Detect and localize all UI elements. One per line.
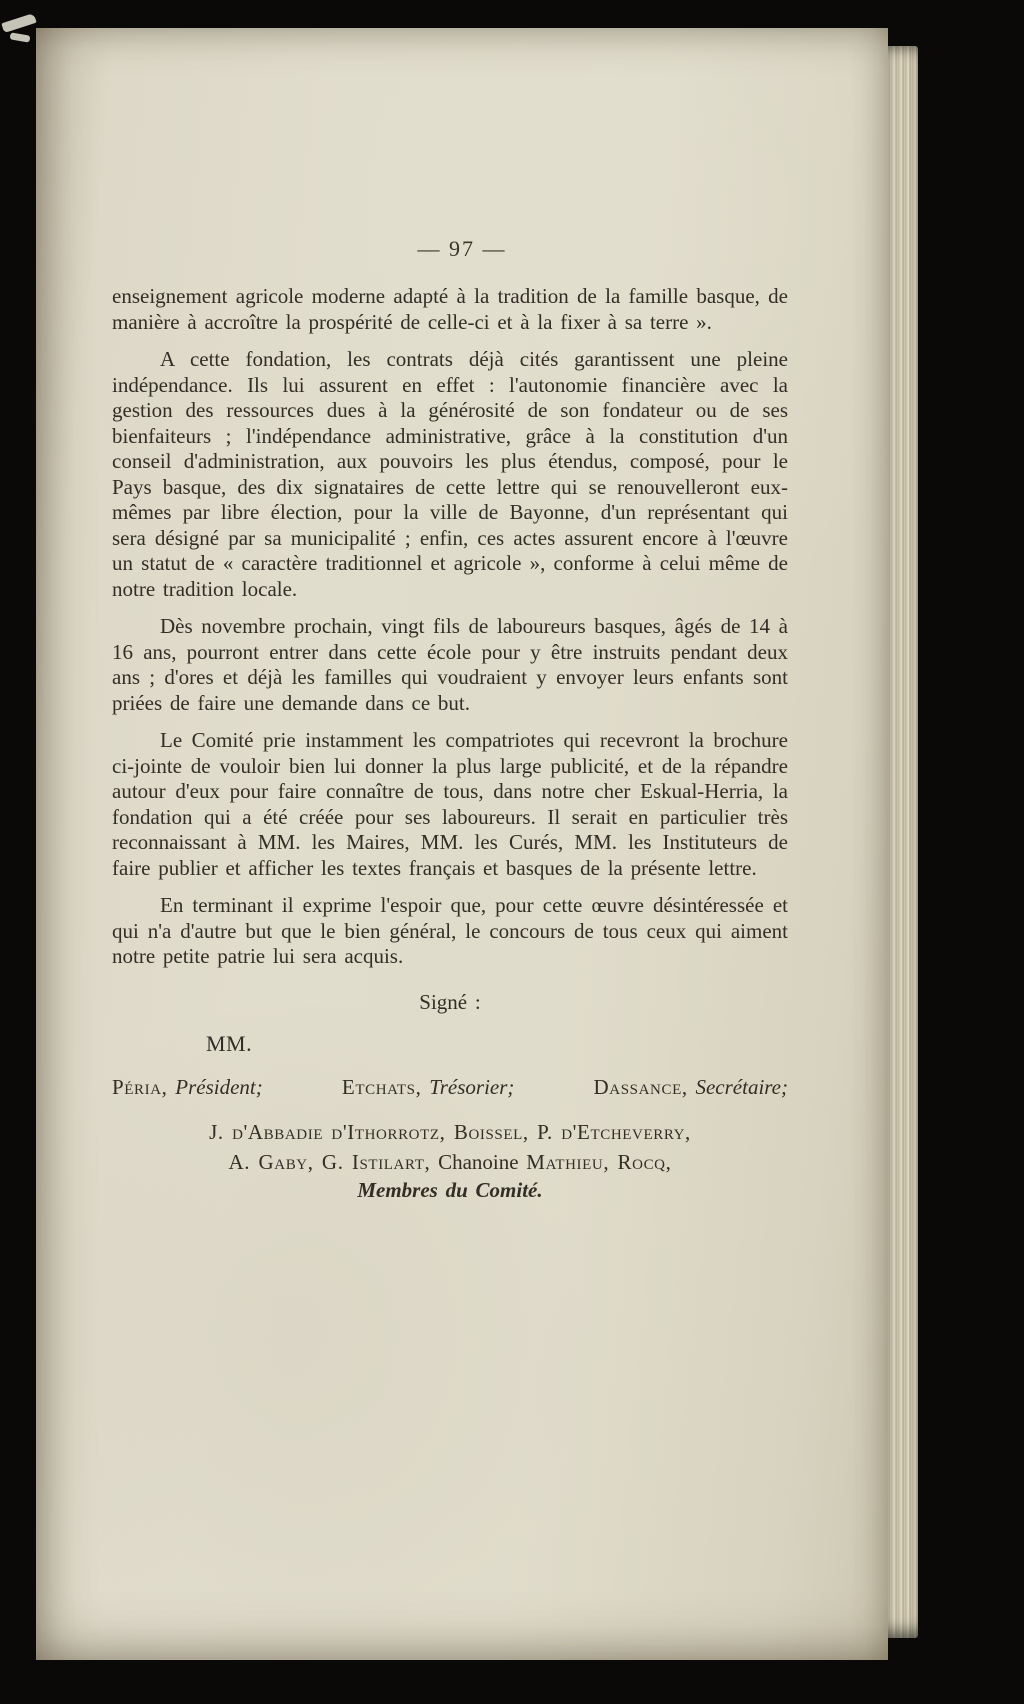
paragraph-2: A cette fondation, les contrats déjà cités garantissent une pleine indépendance. Ils lui assurent en effet : l'autonomie financière avec la gestion des ressources dues à la générosité de son fondateur ou de ses bienfaiteurs ; l'indépendance administrative, grâce à la constitution d'un conseil d'administration, aux pouvoirs les plus étendus, composé, pour le Pays basque, des dix signataires de cette lettre qui se renouvelleront eux-mêmes par libre élection, pour la ville de Bayonne, d'un représentant qui sera désigné par sa municipalité ; enfin, ces actes assurent encore à l'œuvre un statut de « caractère traditionnel et agricole », conforme à celui même de notre tradition locale. xyxy=(112,347,788,601)
officer-dassance xyxy=(594,1075,788,1101)
members-honorific: Chanoine xyxy=(438,1149,519,1174)
officer-role: Trésorier; xyxy=(429,1074,515,1099)
torn-paper-edge xyxy=(1,13,36,33)
paragraph-4: Le Comité prie instamment les compatriotes qui recevront la brochure ci-jointe de vouloir bien lui donner la plus large publicité, et de la répandre autour d'eux pour faire connaître de tous, dans notre cher Eskual-Herria, la fondation qui a été créée pour ses laboureurs. Il serait en particulier très reconnaissant à MM. les Maires, MM. les Curés, MM. les Instituteurs de faire publier et afficher les textes français et basques de la présente lettre. xyxy=(112,728,788,880)
page-stack-edges xyxy=(886,46,918,1638)
officers-line xyxy=(112,1075,788,1101)
paragraph-3: Dès novembre prochain, vingt fils de laboureurs basques, âgés de 14 à 16 ans, pourront entrer dans cette école pour y être instruits pendant deux ans ; d'ores et déjà les familles qui voudraient y envoyer leurs enfants sont priées de faire une demande dans ce but. xyxy=(112,614,788,715)
page-number: — 97 — xyxy=(417,236,507,261)
officer-name: Etchats, xyxy=(341,1074,422,1099)
paragraph-1: enseignement agricole moderne adapté à la tradition de la famille basque, de manière à accroître la prospérité de celle-ci et à la fixer à sa terre ». xyxy=(112,284,788,334)
text-block xyxy=(112,284,788,1204)
officer-name: Péria, xyxy=(112,1074,168,1099)
officer-name: Dassance, xyxy=(593,1074,688,1099)
torn-paper-edge xyxy=(10,32,31,42)
mm-label: MM. xyxy=(206,1031,253,1056)
paragraph-5: En terminant il exprime l'espoir que, pour cette œuvre désintéressée et qui n'a d'autre but que le bien général, le concours de tous ceux qui aiment notre petite patrie lui sera acquis. xyxy=(112,893,788,968)
members-line-1: J. d'Abbadie d'Ithorrotz, Boissel, P. d'Etcheverry, xyxy=(209,1120,691,1144)
members-names: Mathieu, Rocq, xyxy=(526,1149,672,1174)
members-line-2 xyxy=(112,1150,788,1176)
members-names: A. Gaby, G. Istilart, xyxy=(228,1149,431,1174)
signed-label: Signé : xyxy=(419,989,481,1014)
officer-role: Président; xyxy=(175,1074,263,1099)
book-page xyxy=(36,28,888,1660)
members-title: Membres du Comité. xyxy=(357,1178,543,1202)
officer-etchats xyxy=(342,1075,515,1101)
officer-role: Secrétaire; xyxy=(695,1074,788,1099)
officer-peria xyxy=(112,1075,263,1101)
